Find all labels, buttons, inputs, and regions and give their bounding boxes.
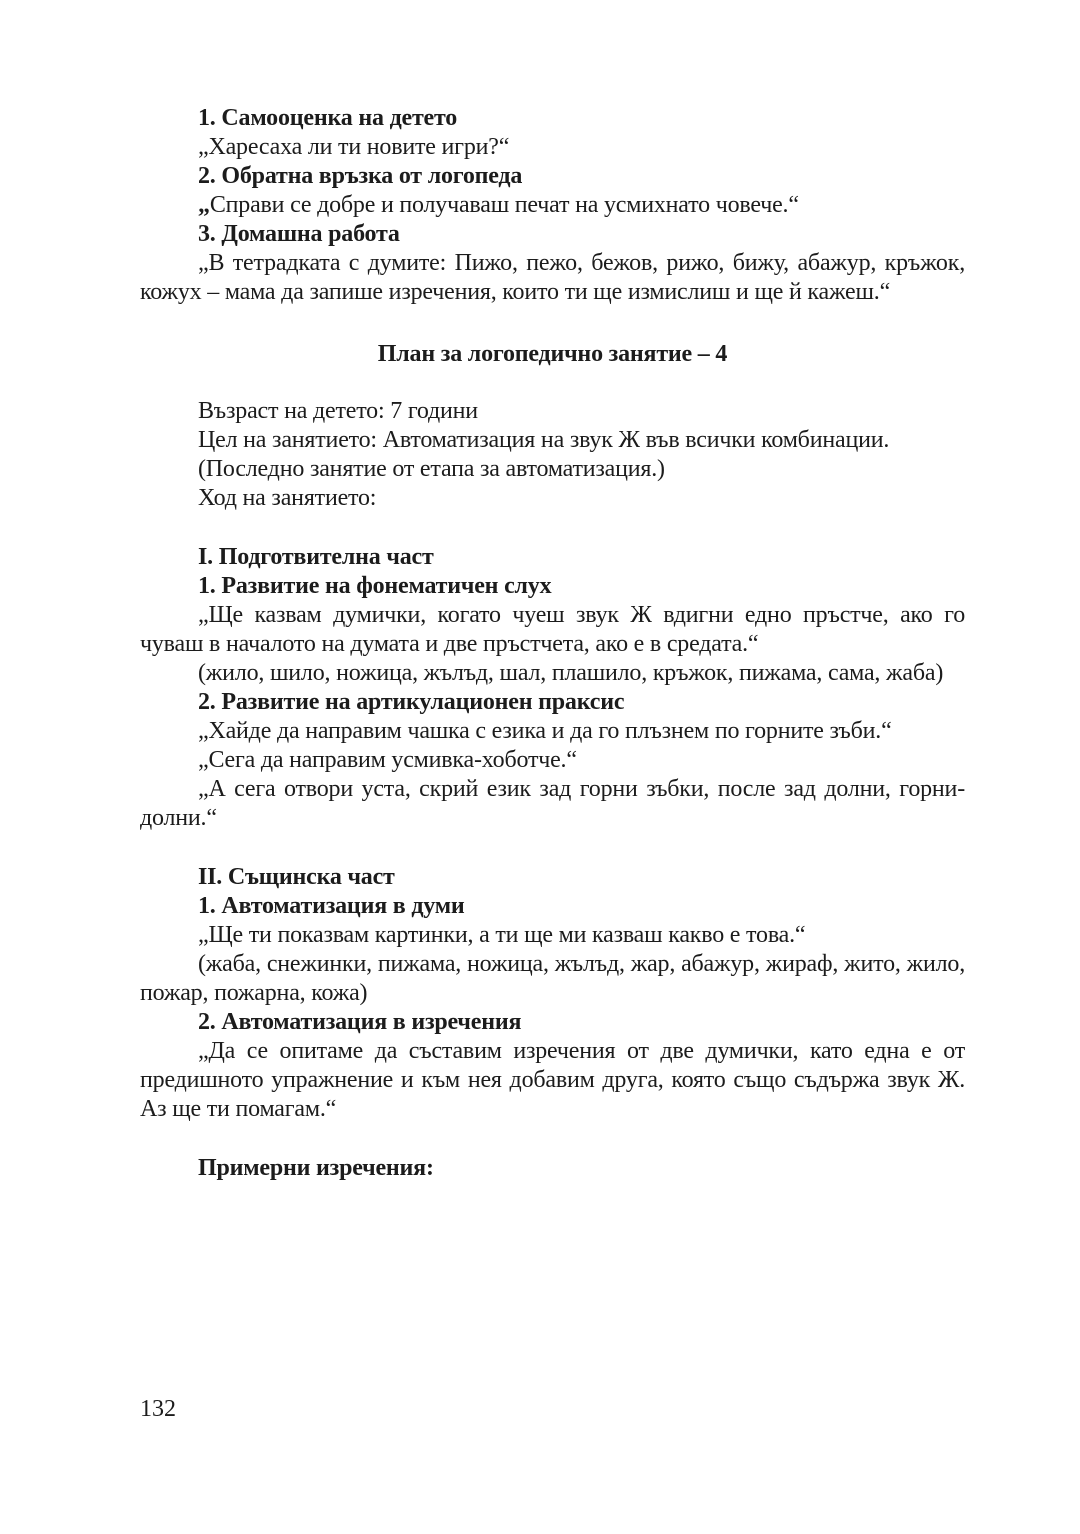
examples-heading: Примерни изречения: xyxy=(198,1155,434,1181)
item2-heading: 2. Обратна връзка от логопеда xyxy=(198,163,523,189)
item2-quote-text: Справи се добре и получаваш печат на усмихнато човече.“ xyxy=(209,192,799,218)
part1-sub2-quote-1: „Хайде да направим чашка с езика и да го плъзнем по горните зъби.“ xyxy=(198,718,892,744)
part1-sub2-heading: 2. Развитие на артикулационен праксис xyxy=(198,689,625,715)
part1-sub1-quote: „Ще казвам думички, когато чуеш звук Ж вдигни едно пръстче, ако го чуваш в началото на думата и две пръстчета, ако е в средата.“ xyxy=(140,602,965,657)
part2-sub2-quote: „Да се опитаме да съставим изречения от две думички, като една е от предишното упражнение и към нея добавим друга, която също съдържа звук Ж. Аз ще ти помагам.“ xyxy=(140,1038,965,1122)
item3-heading: 3. Домашна работа xyxy=(198,221,400,247)
lesson-note: (Последно занятие от етапа за автоматизация.) xyxy=(198,456,665,482)
part2-sub1-quote: „Ще ти показвам картинки, а ти ще ми казваш какво е това.“ xyxy=(198,922,806,948)
part2-heading: II. Същинска част xyxy=(198,864,395,890)
page-number: 132 xyxy=(140,1396,176,1422)
item1-heading: 1. Самооценка на детето xyxy=(198,105,458,131)
part1-sub2-quote-2: „Сега да направим усмивка-хоботче.“ xyxy=(198,747,577,773)
part1-heading: I. Подготвителна част xyxy=(198,544,434,570)
lesson-goal: Цел на занятието: Автоматизация на звук Ж във всички комбинации. xyxy=(198,427,890,453)
text-block xyxy=(140,104,965,1183)
part2-sub1-heading: 1. Автоматизация в думи xyxy=(198,893,465,919)
bold-quote-mark: „ xyxy=(198,192,210,218)
item1-quote: „Харесаха ли ти новите игри?“ xyxy=(198,134,510,160)
part1-sub2-quote-3: „А сега отвори уста, скрий език зад горни зъбки, после зад долни, горни-долни.“ xyxy=(140,776,965,831)
part2-sub2-heading: 2. Автоматизация в изречения xyxy=(198,1009,522,1035)
item2-quote xyxy=(140,191,965,220)
lesson-plan-title: План за логопедично занятие – 4 xyxy=(377,341,728,367)
part1-sub1-word-list: (жило, шило, ножица, жълъд, шал, плашило, кръжок, пижама, сама, жаба) xyxy=(198,660,944,686)
course-label: Ход на занятието: xyxy=(198,485,377,511)
item3-quote: „В тетрадката с думите: Пижо, пежо, бежов, рижо, бижу, абажур, кръжок, кожух – мама да запише изречения, които ти ще измислиш и ще й кажеш.“ xyxy=(140,250,965,305)
part2-sub1-word-list: (жаба, снежинки, пижама, ножица, жълъд, жар, абажур, жираф, жито, жило, пожар, пожарна, кожа) xyxy=(140,951,965,1006)
part1-sub1-heading: 1. Развитие на фонематичен слух xyxy=(198,573,552,599)
child-age: Възраст на детето: 7 години xyxy=(198,398,478,424)
